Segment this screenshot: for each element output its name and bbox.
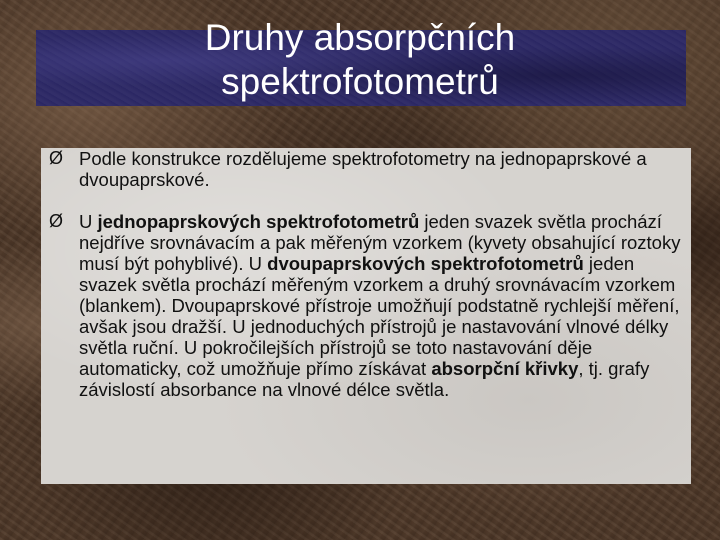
bullet-item xyxy=(49,211,689,400)
bold-term: absorpční křivky xyxy=(431,358,579,379)
bullet-text: , tj. grafy závislostí absorbance na vlnové délce světla. xyxy=(79,358,650,400)
bullet-list xyxy=(49,148,689,400)
bold-term: jednopaprskových spektrofotometrů xyxy=(97,211,420,232)
bold-term: dvoupaprskových spektrofotometrů xyxy=(267,253,584,274)
content-box xyxy=(41,148,691,484)
slide-title-line-2: spektrofotometrů xyxy=(221,61,499,102)
bullet-text: jeden svazek světla prochází měřeným vzorkem a druhý srovnávacím vzorkem (blankem). Dvoupaprskové přístroje umožňují podstatně rychlejší měření, avšak jsou dražší. U jednoduchých přístrojů je nastavování vlnové délky světla ruční. U pokročilejších přístrojů se toto nastavování děje automaticky, což umožňuje přímo získávat xyxy=(79,253,680,379)
slide-title-line-1: Druhy absorpčních xyxy=(204,17,516,58)
slide-title xyxy=(0,16,720,104)
bullet-text: U xyxy=(79,211,98,232)
bullet-item xyxy=(49,148,689,190)
bullet-text: jeden svazek světla prochází nejdříve srovnávacím a pak měřeným vzorkem (kyvety obsahující roztoky musí být pohyblivé). U xyxy=(79,211,681,274)
bullet-text: Podle konstrukce rozdělujeme spektrofotometry na jednopaprskové a dvoupaprskové. xyxy=(79,148,647,190)
arrow-bullet-icon: Ø xyxy=(49,211,64,231)
arrow-bullet-icon: Ø xyxy=(49,148,64,168)
